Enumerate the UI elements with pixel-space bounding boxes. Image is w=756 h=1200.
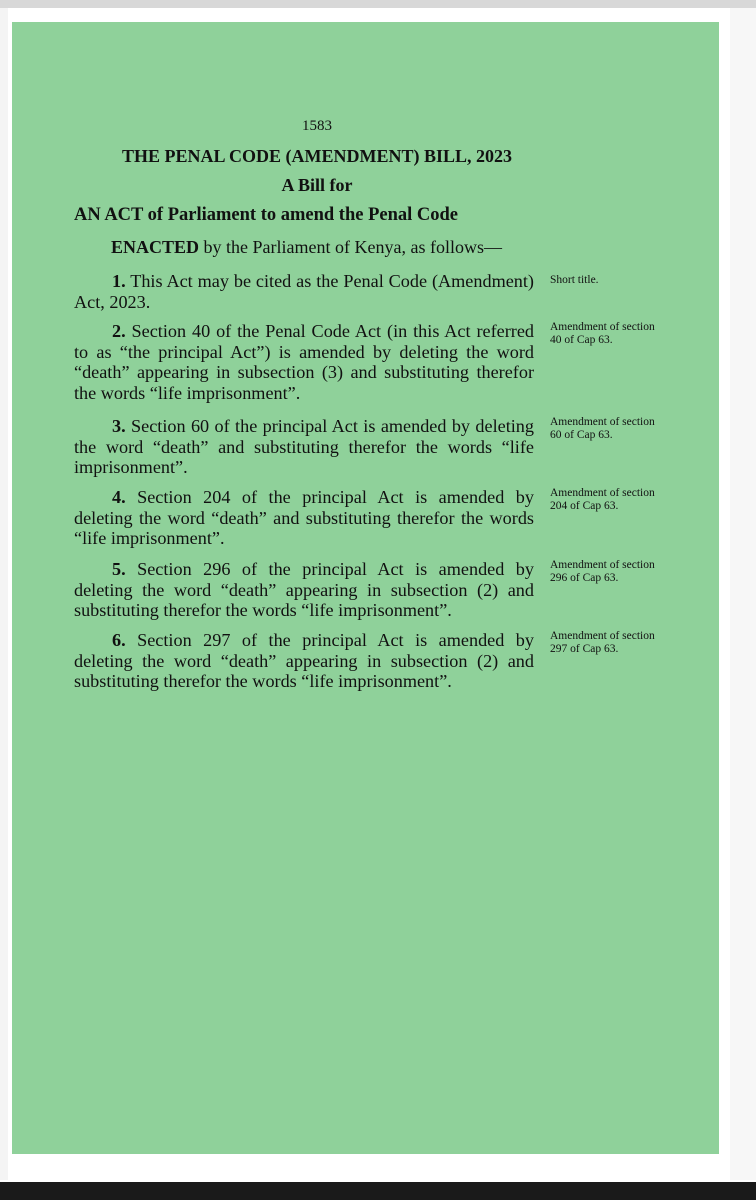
marginal-note-2: Amendment of section 40 of Cap 63.: [550, 321, 655, 346]
clause-6: [74, 630, 534, 692]
marginal-note-3: Amendment of section 60 of Cap 63.: [550, 416, 655, 441]
clause-3: [74, 416, 534, 478]
clause-number: 5.: [112, 559, 126, 579]
enacting-bold: ENACTED: [111, 237, 200, 257]
clause-number: 3.: [112, 416, 126, 436]
bill-subtitle: A Bill for: [281, 175, 353, 195]
clause-text: Section 297 of the principal Act is amended by deleting the word “death” appearing in subsection (2) and substituting therefor the words “life imprisonment”.: [74, 630, 534, 691]
document-page: [12, 22, 719, 1154]
right-margin: [730, 8, 756, 1180]
clause-number: 2.: [112, 321, 126, 341]
clause-number: 1.: [112, 271, 126, 291]
left-margin: [0, 8, 8, 1180]
clause-text: This Act may be cited as the Penal Code (Amendment) Act, 2023.: [74, 271, 534, 312]
clause-text: Section 296 of the principal Act is amended by deleting the word “death” appearing in subsection (2) and substituting therefor the words “life imprisonment”.: [74, 559, 534, 620]
clause-text: Section 204 of the principal Act is amended by deleting the word “death” and substituting therefor the words “life imprisonment”.: [74, 487, 534, 548]
marginal-note-6: Amendment of section 297 of Cap 63.: [550, 630, 655, 655]
clause-4: [74, 487, 534, 549]
marginal-note-1: Short title.: [550, 274, 599, 286]
clause-2: [74, 321, 534, 403]
top-bar: [0, 0, 756, 8]
marginal-note-5: Amendment of section 296 of Cap 63.: [550, 559, 655, 584]
clause-text: Section 40 of the Penal Code Act (in this Act referred to as “the principal Act”) is amended by deleting the word “death” appearing in subsection (3) and substituting therefor the words “life imprisonment”.: [74, 321, 534, 403]
clause-5: [74, 559, 534, 621]
enacting-rest: by the Parliament of Kenya, as follows—: [199, 237, 502, 257]
clause-1: [74, 271, 534, 312]
clause-text: Section 60 of the principal Act is amended by deleting the word “death” and substituting therefor the words “life imprisonment”.: [74, 416, 534, 477]
page-number: 1583: [302, 118, 332, 134]
act-heading: AN ACT of Parliament to amend the Penal Code: [74, 205, 459, 225]
marginal-note-4: Amendment of section 204 of Cap 63.: [550, 487, 655, 512]
clause-number: 6.: [112, 630, 126, 650]
enacting-formula: [111, 237, 502, 258]
bill-title: THE PENAL CODE (AMENDMENT) BILL, 2023: [121, 146, 513, 166]
clause-number: 4.: [112, 487, 126, 507]
bottom-bar: [0, 1182, 756, 1200]
